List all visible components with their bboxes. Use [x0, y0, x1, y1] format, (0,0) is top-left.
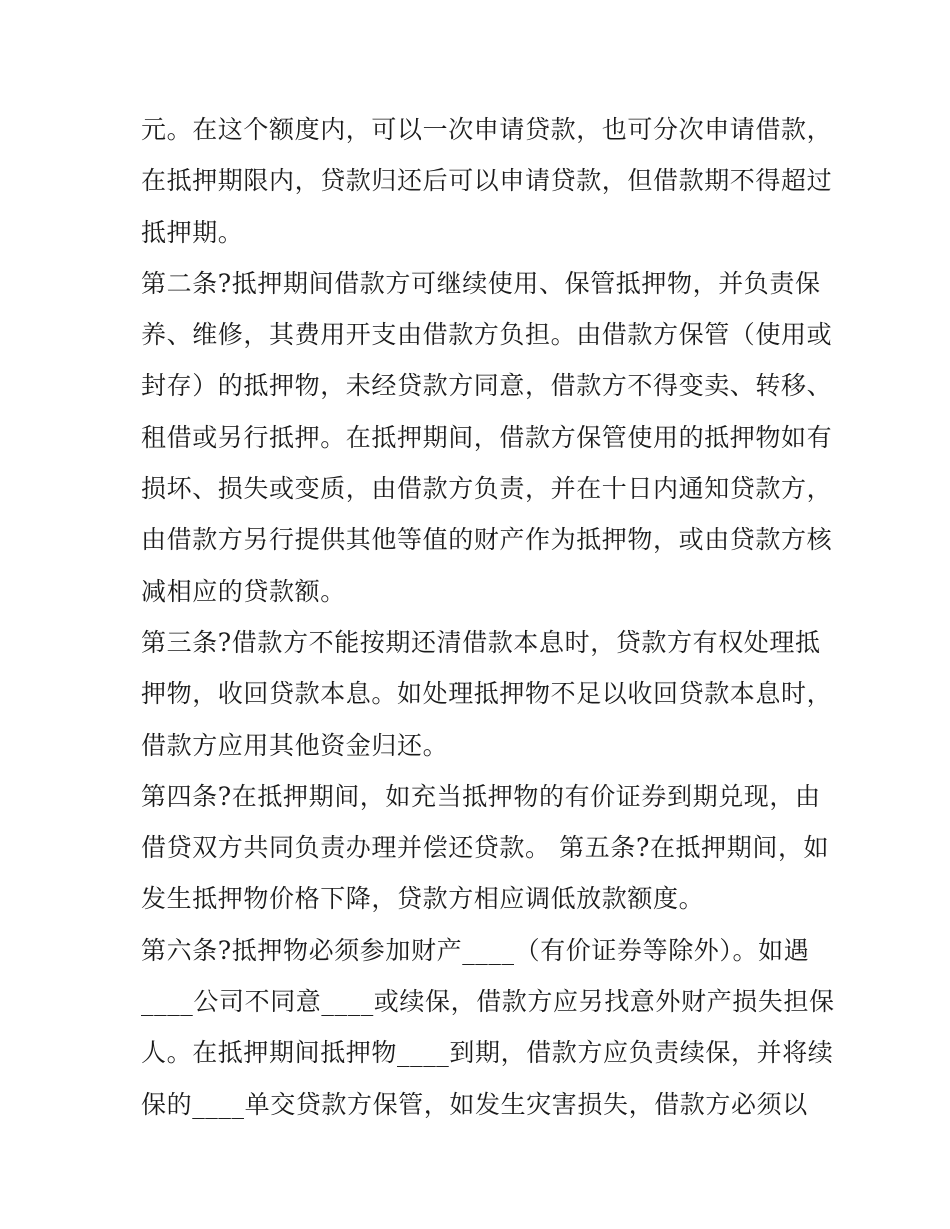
text-line: 保的____单交贷款方保管，如发生灾害损失，借款方必须以 — [141, 1089, 808, 1119]
article-2-start: 第二条?抵押期间借款方可继续使用、保管抵押物，并负责保 — [141, 268, 821, 298]
text-line: 封存）的抵押物，未经贷款方同意，借款方不得变卖、转移、 — [141, 371, 833, 401]
text-line: 租借或另行抵押。在抵押期间，借款方保管使用的抵押物如有 — [141, 422, 833, 452]
article-3-start: 第三条?借款方不能按期还清借款本息时，贷款方有权处理抵 — [141, 627, 821, 657]
article-4-start: 第四条?在抵押期间，如充当抵押物的有价证券到期兑现，由 — [141, 781, 821, 811]
text-line: 抵押期。 — [141, 217, 244, 247]
text-line: 损坏、损失或变质，由借款方负责，并在十日内通知贷款方， — [141, 474, 833, 504]
text-line: ____公司不同意____或续保，借款方应另找意外财产损失担保 — [141, 987, 835, 1017]
text-line: 养、维修，其费用开支由借款方负担。由借款方保管（使用或 — [141, 320, 833, 350]
text-line: 由借款方另行提供其他等值的财产作为抵押物，或由贷款方核 — [141, 525, 833, 555]
text-line: 发生抵押物价格下降，贷款方相应调低放款额度。 — [141, 884, 705, 914]
text-line: 减相应的贷款额。 — [141, 576, 346, 606]
article-6-start: 第六条?抵押物必须参加财产____（有价证券等除外）。如遇 — [141, 935, 810, 965]
text-line: 借款方应用其他资金归还。 — [141, 730, 449, 760]
text-line: 借贷双方共同负责办理并偿还贷款。 第五条?在抵押期间，如 — [141, 833, 830, 863]
text-line: 元。在这个额度内，可以一次申请贷款，也可分次申请借款， — [141, 115, 833, 144]
document-body — [141, 104, 835, 1130]
text-line: 押物，收回贷款本息。如处理抵押物不足以收回贷款本息时， — [141, 679, 833, 709]
text-line: 人。在抵押期间抵押物____到期，借款方应负责续保，并将续 — [141, 1038, 834, 1068]
text-line: 在抵押期限内，贷款归还后可以申请贷款，但借款期不得超过 — [141, 166, 833, 196]
